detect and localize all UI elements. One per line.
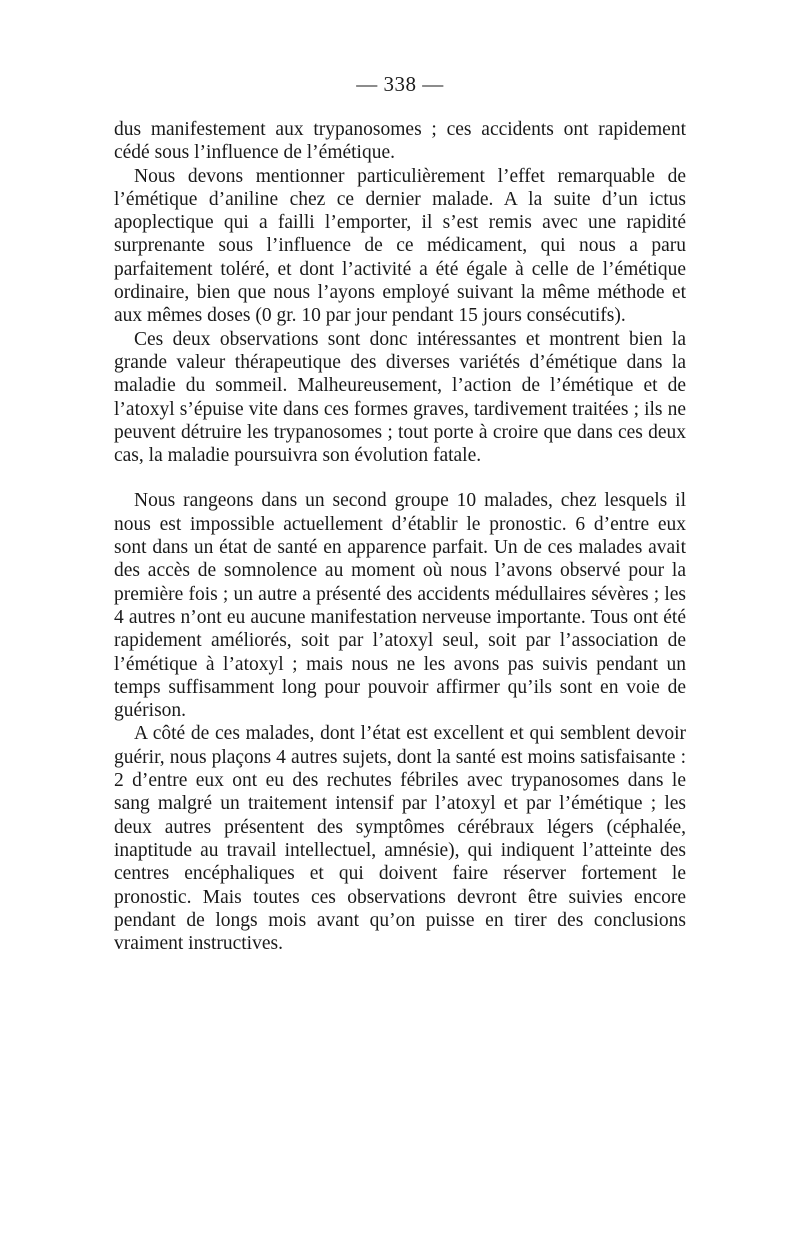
section-gap [114,467,686,489]
body-text [114,118,686,955]
paragraph-continuation: dus manifestement aux trypanosomes ; ces accidents ont rapidement cédé sous l’influence de l’émétique. [114,119,686,164]
page-number: — 338 — [356,72,444,96]
paragraph-second-groupe: Nous rangeons dans un second groupe 10 malades, chez lesquels il nous est impossible actuellement d’établir le pronostic. 6 d’entre eux sont dans un état de santé en apparence parfait. Un de ces malades avait des accès de somnolence au moment où nous l’avons observé pour la première fois ; un autre a présenté des accidents médullaires sévères ; les 4 autres n’ont eu aucune manifestation nerveuse importante. Tous ont été rapidement améliorés, soit par l’atoxyl seul, soit par l’association de l’émétique à l’atoxyl ; mais nous ne les avons pas suivis pendant un temps suffisamment long pour pouvoir affirmer qu’ils sont en voie de guérison. [114,490,686,722]
paragraph-deux-observations: Ces deux observations sont donc intéressantes et montrent bien la grande valeur thérapeutique des diverses variétés d’émétique dans la maladie du sommeil. Malheureusement, l’action de l’émétique et de l’atoxyl s’épuise vite dans ces formes graves, tardivement traitées ; ils ne peuvent détruire les trypanosomes ; tout porte à croire que dans ces deux cas, la maladie poursuivra son évolution fatale. [114,328,686,467]
paragraph-quatre-sujets: A côté de ces malades, dont l’état est excellent et qui semblent devoir guérir, nous plaçons 4 autres sujets, dont la santé est moins satisfaisante : 2 d’entre eux ont eu des rechutes fébriles avec trypanosomes dans le sang malgré un traitement intensif par l’atoxyl et par l’émétique ; les deux autres présentent des symptômes cérébraux légers (céphalée, inaptitude au travail intellectuel, amnésie), qui indiquent l’atteinte des centres encéphaliques et qui doivent faire réserver fortement le pronostic. Mais toutes ces observations devront être suivies encore pendant de longs mois avant qu’on puisse en tirer des conclusions vraiment instructives. [114,723,686,955]
paragraph-emetique-aniline: Nous devons mentionner particulièrement l’effet remarquable de l’émétique d’aniline chez ce dernier malade. A la suite d’un ictus apoplectique qui a failli l’emporter, il s’est remis avec une rapidité surprenante sous l’influence de ce médicament, qui nous a paru parfaitement toléré, et dont l’activité a été égale à celle de l’émétique ordinaire, bien que nous l’ayons employé suivant la même méthode et aux mêmes doses (0 gr. 10 par jour pendant 15 jours consécutifs). [114,165,686,327]
